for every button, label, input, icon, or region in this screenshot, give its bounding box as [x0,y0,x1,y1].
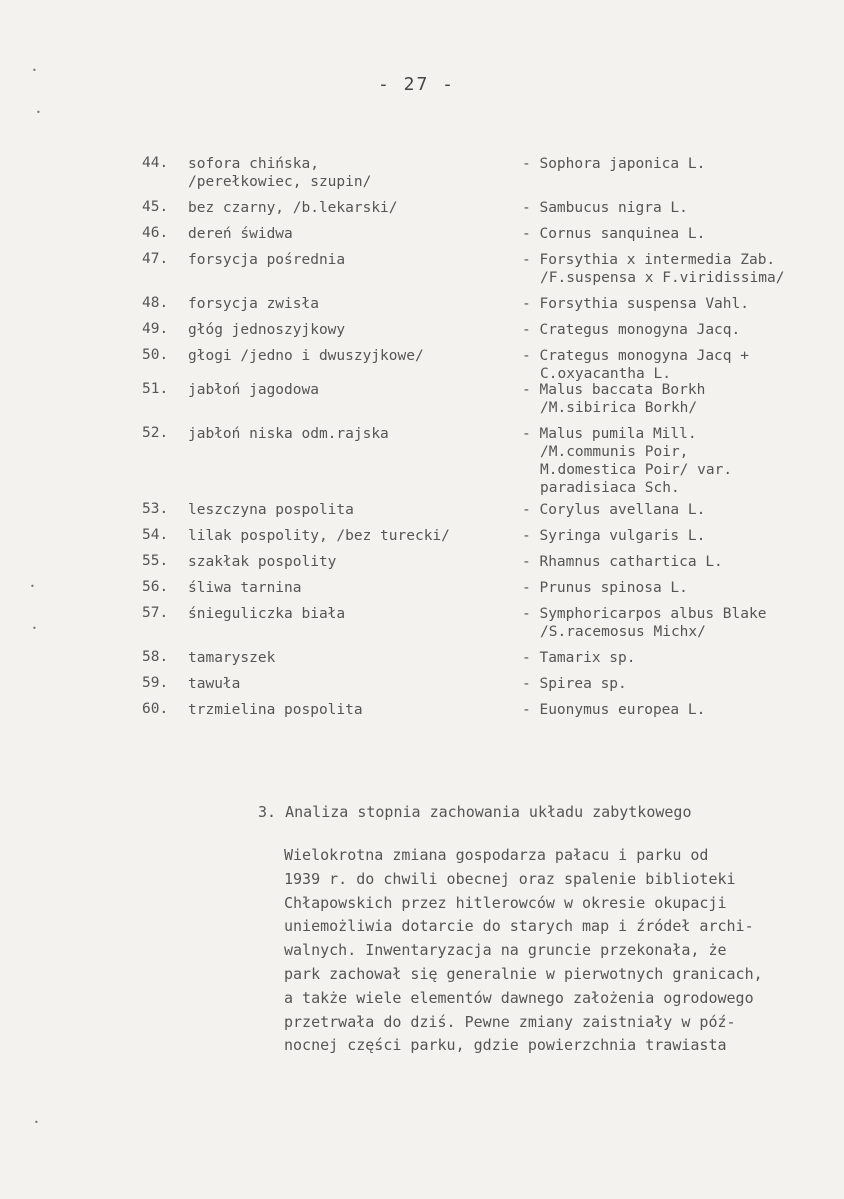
paragraph-line: nocnej części parku, gdzie powierzchnia trawiasta [284,1036,727,1055]
entry-number: 51. [142,381,169,397]
margin-dot: • [30,582,35,591]
paragraph-line: Chłapowskich przez hitlerowców w okresie okupacji [284,893,727,912]
entry-number: 54. [142,527,169,543]
polish-name [188,579,508,597]
polish-name-line: bez czarny, /b.lekarski/ [188,200,398,216]
polish-name [188,425,508,443]
latin-name-line: /F.suspensa x F.viridissima/ [540,270,785,286]
paragraph-line: 1939 r. do chwili obecnej oraz spalenie biblioteki [284,869,736,888]
latin-name-line: - Spirea sp. [522,676,627,692]
entry-number: 45. [142,199,169,215]
polish-name [188,199,508,217]
latin-name [522,649,842,667]
paragraph-line: park zachował się generalnie w pierwotnych granicach, [284,964,763,983]
margin-dot: • [32,66,37,75]
entry-number: 59. [142,675,169,691]
latin-name-line: C.oxyacantha L. [540,366,671,382]
section-paragraph [284,844,824,1058]
entry-number: 47. [142,251,169,267]
polish-name [188,381,508,399]
polish-name [188,251,508,269]
latin-name [522,425,842,497]
polish-name-line: lilak pospolity, /bez turecki/ [188,528,450,544]
polish-name-line: głóg jednoszyjkowy [188,322,346,338]
latin-name-line: - Euonymus europea L. [522,702,706,718]
polish-name-line: głogi /jedno i dwuszyjkowe/ [188,348,424,364]
latin-name [522,381,842,417]
latin-name-line: paradisiaca Sch. [540,480,680,496]
latin-name-line: M.domestica Poir/ var. [540,462,733,478]
entry-number: 48. [142,295,169,311]
entry-number: 49. [142,321,169,337]
margin-dot: • [34,1118,39,1127]
polish-name [188,501,508,519]
latin-name-line: - Forsythia suspensa Vahl. [522,296,749,312]
entry-number: 52. [142,425,169,441]
latin-name [522,199,842,217]
polish-name [188,553,508,571]
latin-name-line: - Malus pumila Mill. [522,426,697,442]
polish-name-line: sofora chińska, [188,156,319,172]
polish-name-line: śnieguliczka biała [188,606,346,622]
margin-dot: • [32,624,37,633]
latin-name-line: /M.sibirica Borkh/ [540,400,698,416]
polish-name-line: jabłoń niska odm.rajska [188,426,389,442]
latin-name-line: /M.communis Poir, [540,444,689,460]
paragraph-line: walnych. Inwentaryzacja na gruncie przekonała, że [284,941,727,960]
latin-name [522,605,842,641]
latin-name-line: - Prunus spinosa L. [522,580,688,596]
polish-name-line: /perełkowiec, szupin/ [188,174,372,190]
polish-name [188,527,508,545]
latin-name-line: - Symphoricarpos albus Blake [522,606,767,622]
polish-name [188,295,508,313]
latin-name [522,675,842,693]
entry-number: 44. [142,155,169,171]
page-number: - 27 - [378,74,456,95]
latin-name-line: - Malus baccata Borkh [522,382,706,398]
polish-name [188,701,508,719]
polish-name [188,155,508,191]
latin-name-line: - Cornus sanquinea L. [522,226,706,242]
latin-name-line: /S.racemosus Michx/ [540,624,706,640]
polish-name [188,321,508,339]
entry-number: 56. [142,579,169,595]
polish-name-line: śliwa tarnina [188,580,302,596]
entry-number: 50. [142,347,169,363]
paragraph-line: przetrwała do dziś. Pewne zmiany zaistniały w póź- [284,1012,736,1031]
paragraph-line: a także wiele elementów dawnego założenia ogrodowego [284,988,754,1007]
polish-name [188,225,508,243]
entry-number: 55. [142,553,169,569]
paragraph-line: uniemożliwia dotarcie do starych map i źródeł archi- [284,917,754,936]
polish-name-line: trzmielina pospolita [188,702,363,718]
polish-name-line: forsycja pośrednia [188,252,346,268]
latin-name [522,527,842,545]
latin-name [522,701,842,719]
polish-name-line: dereń świdwa [188,226,293,242]
latin-name-line: - Crategus monogyna Jacq. [522,322,741,338]
latin-name [522,553,842,571]
margin-dot: • [36,108,41,117]
entry-number: 60. [142,701,169,717]
latin-name [522,501,842,519]
polish-name-line: leszczyna pospolita [188,502,354,518]
polish-name-line: jabłoń jagodowa [188,382,319,398]
polish-name-line: szakłak pospolity [188,554,337,570]
polish-name [188,605,508,623]
polish-name-line: tamaryszek [188,650,276,666]
section-title: 3. Analiza stopnia zachowania układu zabytkowego [258,803,692,821]
latin-name-line: - Syringa vulgaris L. [522,528,706,544]
latin-name [522,321,842,339]
polish-name-line: tawuła [188,676,241,692]
latin-name-line: - Crategus monogyna Jacq + [522,348,749,364]
latin-name-line: - Sophora japonica L. [522,156,706,172]
latin-name [522,579,842,597]
latin-name-line: - Forsythia x intermedia Zab. [522,252,776,268]
entry-number: 57. [142,605,169,621]
latin-name [522,295,842,313]
polish-name-line: forsycja zwisła [188,296,319,312]
latin-name-line: - Sambucus nigra L. [522,200,688,216]
entry-number: 46. [142,225,169,241]
entry-number: 53. [142,501,169,517]
latin-name [522,251,842,287]
polish-name [188,675,508,693]
polish-name [188,347,508,365]
latin-name [522,155,842,173]
latin-name-line: - Rhamnus cathartica L. [522,554,723,570]
entry-number: 58. [142,649,169,665]
polish-name [188,649,508,667]
latin-name-line: - Corylus avellana L. [522,502,706,518]
latin-name-line: - Tamarix sp. [522,650,636,666]
paragraph-line: Wielokrotna zmiana gospodarza pałacu i parku od [284,846,709,864]
latin-name [522,347,842,383]
latin-name [522,225,842,243]
